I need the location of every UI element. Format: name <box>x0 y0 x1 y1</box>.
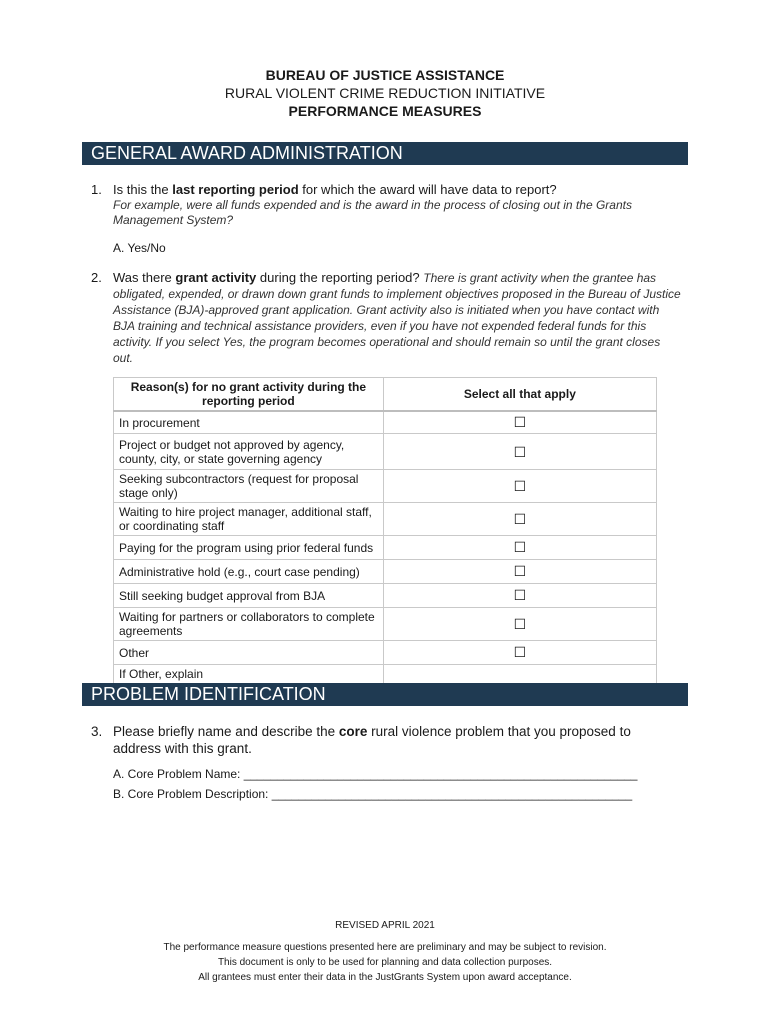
checkbox-not-approved[interactable]: ☐ <box>383 434 656 470</box>
other-explain-text: If Other, explain <box>119 667 204 681</box>
core-problem-name-field[interactable]: A. Core Problem Name: ___________________________________________________________ <box>113 767 638 781</box>
checkbox-seeking-subcontractors[interactable]: ☐ <box>383 470 656 503</box>
footer-note-3: All grantees must enter their data in the JustGrants System upon award acceptance. <box>198 972 572 983</box>
question-1-text-post: for which the award will have data to report? <box>298 182 557 197</box>
question-1-number: 1. <box>91 182 102 197</box>
checkbox-in-procurement[interactable]: ☐ <box>383 411 656 434</box>
reason-label: Still seeking budget approval from BJA <box>114 584 384 608</box>
question-2-text-post: during the reporting period? <box>256 270 424 285</box>
reason-label: Project or budget not approved by agency, county, city, or state governing agency <box>114 434 384 470</box>
reason-label: Paying for the program using prior federal funds <box>114 536 384 560</box>
question-1-hint: For example, were all funds expended and is the award in the process of closing out in the Grants Management System? <box>113 198 632 227</box>
reason-label: In procurement <box>114 411 384 434</box>
table-row <box>114 434 657 470</box>
document-header <box>0 66 770 120</box>
question-1-text-bold: last reporting period <box>172 182 299 197</box>
footer-note-1: The performance measure questions presented here are preliminary and may be subject to revision. <box>163 942 607 953</box>
question-2-hint: There is grant activity when the grantee has obligated, expended, or drawn down grant funds to implement objectives proposed in the Bureau of Justice Assistance (BJA)-approved grant application. Grant activity also is initiated when you have contact with BJA training and technical assistance providers, even if you have not expended federal funds for this activity. If you select Yes, the program becomes operational and should remain so until the grant closes out. <box>113 271 681 365</box>
section-general-award-administration: GENERAL AWARD ADMINISTRATION <box>82 142 688 165</box>
question-1-answer: A. Yes/No <box>113 241 166 255</box>
question-2-number: 2. <box>91 270 102 285</box>
table-row <box>114 536 657 560</box>
table-row <box>114 641 657 665</box>
header-agency: BUREAU OF JUSTICE ASSISTANCE <box>265 67 505 83</box>
no-grant-activity-table <box>113 377 657 703</box>
question-3-text-post: rural violence problem that you proposed to address with this grant. <box>113 724 631 756</box>
question-2-text-pre: Was there <box>113 270 176 285</box>
footer-notes <box>0 940 770 985</box>
header-title: PERFORMANCE MEASURES <box>288 103 482 119</box>
reason-label: Waiting to hire project manager, additional staff, or coordinating staff <box>114 503 384 536</box>
table-row <box>114 608 657 641</box>
checkbox-waiting-for-partners[interactable]: ☐ <box>383 608 656 641</box>
question-2-text-bold: grant activity <box>175 270 257 285</box>
checkbox-waiting-to-hire[interactable]: ☐ <box>383 503 656 536</box>
footer-note-2: This document is only to be used for planning and data collection purposes. <box>217 957 553 968</box>
checkbox-other[interactable]: ☐ <box>383 641 656 665</box>
question-3-number: 3. <box>91 724 103 739</box>
core-problem-description-field[interactable]: B. Core Problem Description: ______________________________________________________ <box>113 787 633 801</box>
question-2 <box>91 270 681 366</box>
table-row <box>114 503 657 536</box>
question-1-text-pre: Is this the <box>113 182 173 197</box>
revised-date: REVISED APRIL 2021 <box>335 920 435 931</box>
table-row <box>114 560 657 584</box>
table-row <box>114 584 657 608</box>
section-problem-identification: PROBLEM IDENTIFICATION <box>82 683 688 706</box>
checkbox-prior-federal-funds[interactable]: ☐ <box>383 536 656 560</box>
column-header-select: Select all that apply <box>383 378 656 412</box>
checkbox-administrative-hold[interactable]: ☐ <box>383 560 656 584</box>
reason-label: Seeking subcontractors (request for proposal stage only) <box>114 470 384 503</box>
question-3-text-bold: core <box>338 724 368 739</box>
checkbox-budget-approval[interactable]: ☐ <box>383 584 656 608</box>
table-row <box>114 470 657 503</box>
column-header-reasons: Reason(s) for no grant activity during the reporting period <box>114 378 384 412</box>
question-3 <box>91 723 681 757</box>
reason-label: Other <box>114 641 384 665</box>
question-1 <box>91 182 681 228</box>
reason-label: Administrative hold (e.g., court case pending) <box>114 560 384 584</box>
question-3-text-pre: Please briefly name and describe the <box>113 724 339 739</box>
table-row <box>114 411 657 434</box>
header-initiative: RURAL VIOLENT CRIME REDUCTION INITIATIVE <box>224 85 546 101</box>
reason-label: Waiting for partners or collaborators to complete agreements <box>114 608 384 641</box>
